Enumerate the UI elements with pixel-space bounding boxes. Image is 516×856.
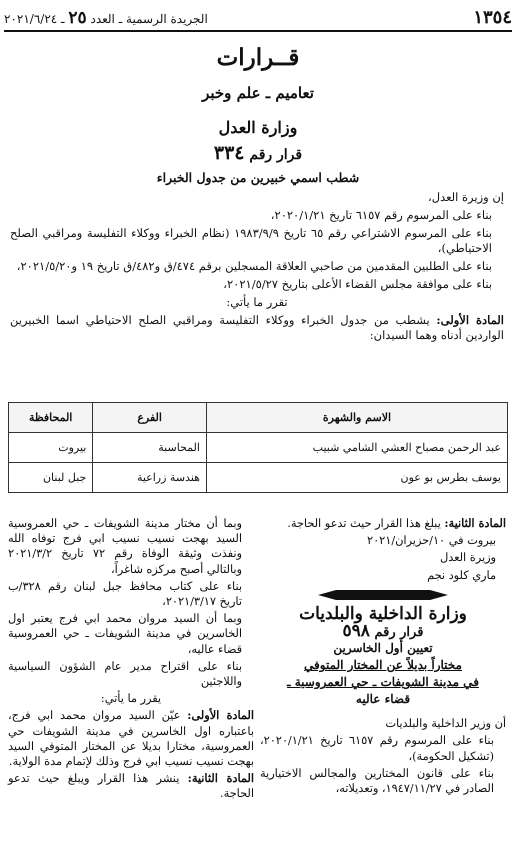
basis-paragraph: بناء على المرسوم رقم ٦١٥٧ تاريخ ٢٠٢٠/١/٢١، — [270, 208, 492, 222]
decision-prefix: قرار رقم — [249, 147, 303, 163]
issue-number: ٢٥ — [68, 8, 87, 28]
basis-paragraph: وبما أن مختار مدينة الشويفات ـ حي العمروسية السيد بهجت نسيب نسيب ابي فرج توفاه الله ونفذت وثيقة الوفاة رقم ٧٢ تاريخ ٢٠٢١/٣/٢ وبالتالي أصبح مركزه شاغراً، — [8, 517, 242, 576]
decision1-body — [10, 190, 504, 346]
basis-paragraph: بناء على المرسوم الاشتراعي رقم ٦٥ تاريخ ١٩٨٣/٩/٩ (نظام الخبراء ووكلاء التفليسة ومراقبي الصلح الاحتياطي)، — [10, 226, 493, 255]
table-cell: بيروت — [9, 433, 93, 463]
column-header-branch: الفرع — [93, 403, 207, 433]
table-row — [9, 463, 508, 493]
section-subtitle: تعاميم ـ علم وخبر — [202, 84, 314, 102]
ministry-title: وزارة العدل — [218, 118, 298, 137]
decision-number: ٣٣٤ — [213, 142, 245, 164]
column-header-governorate: المحافظة — [9, 403, 93, 433]
decision-2-title-line: تعيين أول الخاسرين — [333, 641, 433, 656]
article-1-text-2: عيّن السيد مروان محمد ابي فرج، باعتباره اول الخاسرين في مدينة الشويفات حي العمروسية، مختارا بديلا عن المختار المتوفي السيد بهجت نسيب نسيب ابي فرج وذلك لإتمام مدة الولاية. — [8, 709, 254, 769]
article-2 — [260, 516, 506, 531]
article-1-label-2: المادة الأولى: — [187, 708, 254, 723]
basis-paragraph: بناء على قانون المختارين والمجالس الاختيارية الصادر في ١٩٤٧/١١/٢٧، وتعديلاته، — [260, 766, 494, 796]
table-cell: المحاسبة — [93, 433, 207, 463]
table-cell: هندسة زراعية — [93, 463, 207, 493]
ministry-title-2: وزارة الداخلية والبلديات — [299, 603, 467, 624]
page-number: ١٣٥٤ — [473, 7, 512, 28]
minister-line: إن وزيرة العدل، — [428, 190, 504, 204]
table-cell: يوسف بطرس بو عون — [206, 463, 507, 493]
page-header — [4, 6, 512, 32]
decision-heading-2 — [260, 621, 506, 642]
article-1-text: يشطب من جدول الخبراء ووكلاء التفليسة ومراقبي الصلح الاحتياطي اسما الخبيرين الواردين أدناه وهما السيدان: — [10, 313, 504, 342]
basis-paragraph: بناء على الطلبين المقدمين من صاحبي العلاقة المسجلين برقم ٤٧٤/ق و٤٨٢/ق تاريخ ١٩ و٢٠٢١/٥/٢٠، — [16, 259, 492, 273]
right-column — [260, 516, 506, 798]
basis-paragraph: وبما أن السيد مروان محمد ابي فرج يعتبر اول الخاسرين في مدينة الشويفات ـ حي العمروسية قضاء عاليه، — [8, 612, 242, 656]
section-divider — [260, 589, 506, 601]
experts-table — [8, 402, 508, 493]
table-header-row — [9, 403, 508, 433]
decision-prefix-2: قرار رقم — [374, 625, 424, 641]
decides-line: تقرر ما يأتي: — [226, 295, 288, 309]
gazette-date: ـ ٢٠٢١/٦/٢٤ — [4, 12, 65, 26]
decision-2-title-line: مختاراً بديلاً عن المختار المتوفي — [304, 658, 462, 673]
decision-2-title — [260, 640, 506, 708]
section-title: قــرارات — [216, 44, 300, 71]
article-2-text-2: ينشر هذا القرار ويبلغ حيث تدعو الحاجة. — [8, 772, 254, 801]
decides-line-2: يقرر ما يأتي: — [100, 692, 162, 706]
place-date: بيروت في ١٠/حزيران/٢٠٢١ — [367, 534, 496, 548]
article-1-decision-2 — [8, 708, 254, 769]
article-1-label: المادة الأولى: — [436, 313, 505, 327]
article-1 — [10, 313, 504, 343]
decision-2-title-line: قضاء عاليه — [355, 692, 411, 707]
decision-subject: شطب اسمي خبيرين من جدول الخبراء — [156, 170, 360, 185]
gazette-info — [4, 8, 208, 28]
decision-2-title-line: في مدينة الشويفات ـ حي العمروسية ـ — [287, 675, 479, 690]
left-column — [8, 516, 254, 804]
article-2-decision-2 — [8, 771, 254, 801]
decision-heading — [0, 142, 516, 164]
signer-name: ماري كلود نجم — [427, 568, 496, 582]
basis-paragraph: بناء على موافقة مجلس القضاء الأعلى بتاريخ ٢٠٢١/٥/٢٧، — [223, 277, 492, 291]
basis-paragraph: بناء على المرسوم رقم ٦١٥٧ تاريخ ٢٠٢٠/١/٢١، (تشكيل الحكومة)، — [260, 734, 494, 763]
column-header-name: الاسم والشهرة — [206, 403, 507, 433]
table-cell: عبد الرحمن مصباح العشي الشامي شبيب — [206, 433, 507, 463]
divider-ornament-icon — [318, 589, 448, 601]
article-2-label: المادة الثانية: — [444, 516, 506, 530]
gazette-prefix: الجريدة الرسمية ـ العدد — [90, 12, 208, 26]
signer-title: وزيرة العدل — [440, 551, 496, 565]
decision-number-2: ٥٩٨ — [342, 621, 370, 642]
article-2-text: يبلغ هذا القرار حيث تدعو الحاجة. — [287, 517, 441, 530]
basis-paragraph: بناء على اقتراح مدير عام الشؤون السياسية واللاجئين — [8, 659, 242, 689]
article-2-label-2: المادة الثانية: — [187, 771, 255, 786]
table-row — [9, 433, 508, 463]
table-cell: جبل لبنان — [9, 463, 93, 493]
basis-paragraph: بناء على كتاب محافظ جبل لبنان رقم ٣٢٨/ب تاريخ ٢٠٢١/٣/١٧، — [8, 579, 242, 609]
minister-line-2: أن وزير الداخلية والبلديات — [385, 717, 506, 731]
